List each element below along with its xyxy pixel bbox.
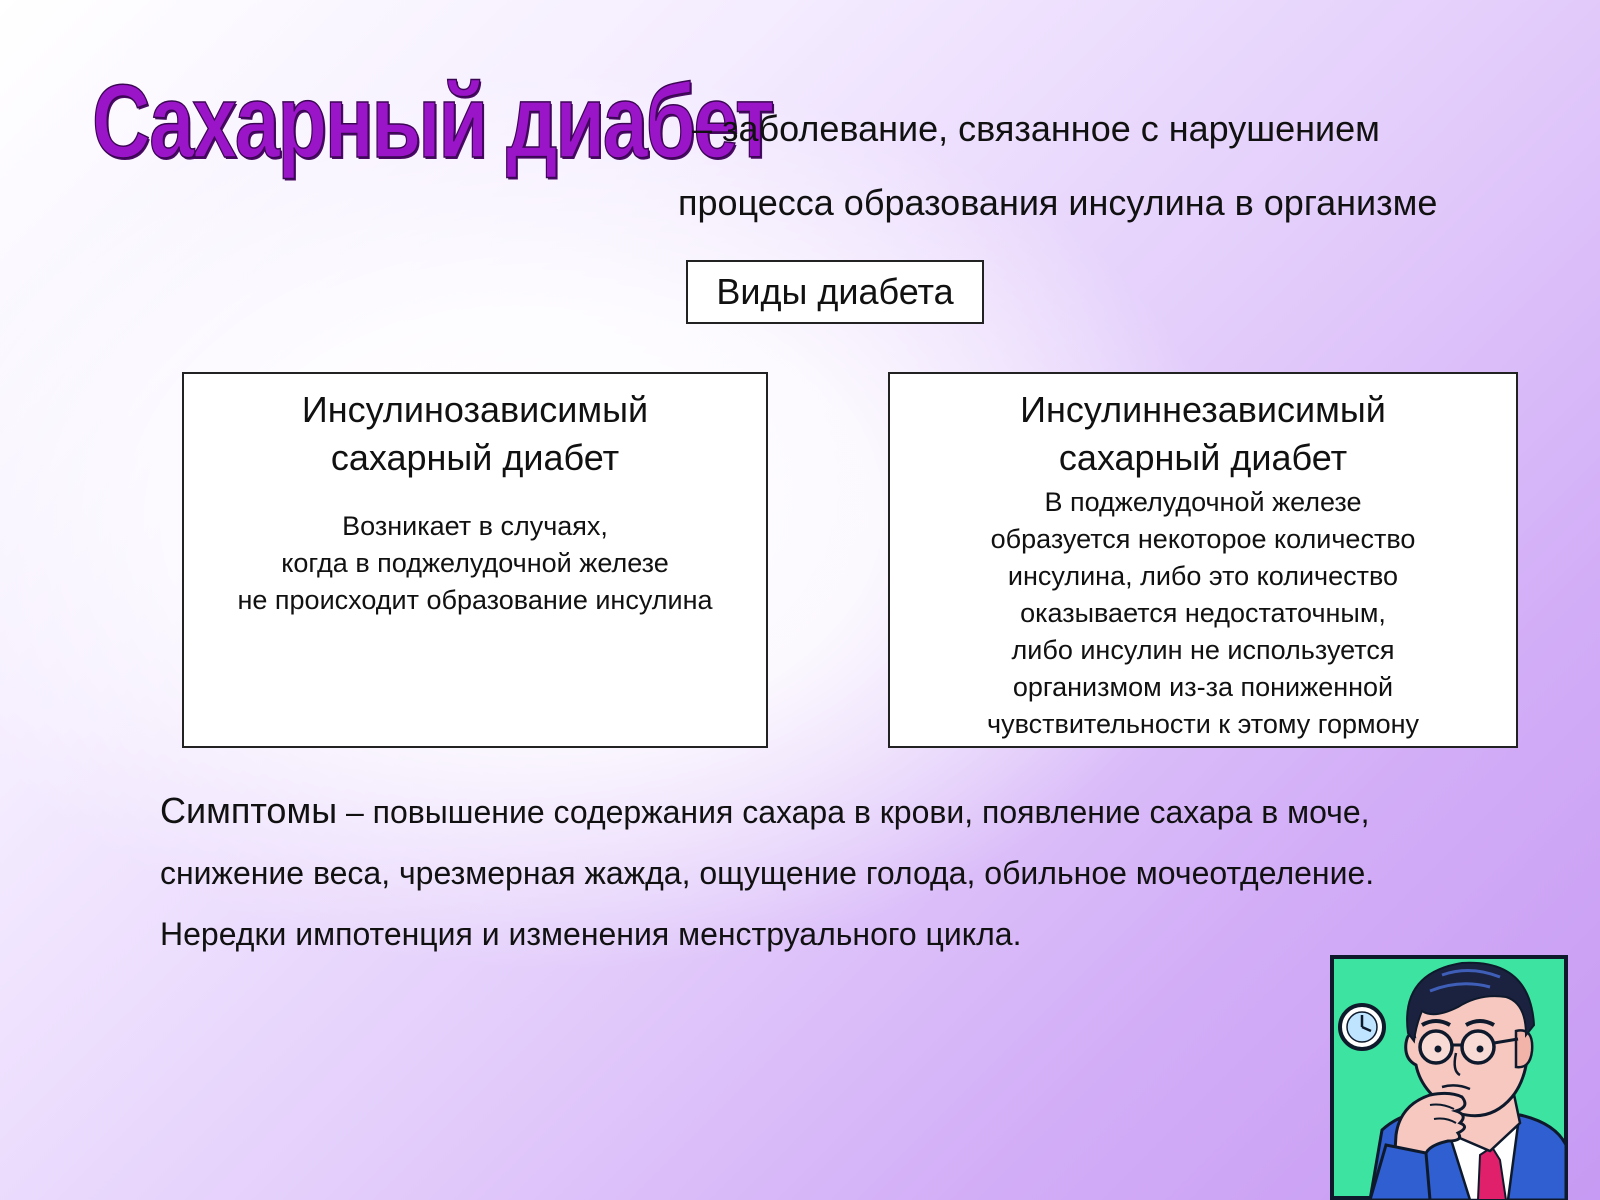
type-description-line: инсулина, либо это количество [1007, 561, 1399, 591]
type-title-line: Инсулинозависимый [301, 389, 649, 430]
clock-icon [1340, 1005, 1384, 1049]
type-description-line: когда в поджелудочной железе [281, 548, 669, 578]
type-title [184, 374, 766, 482]
type-description-line: образуется некоторое количество [990, 524, 1416, 554]
type-description-line: не происходит образование инсулина [237, 585, 713, 615]
type-description-line: организмом из-за пониженной [1012, 672, 1394, 702]
type-description-line: В поджелудочной железе [1044, 487, 1362, 517]
symptoms-label: Симптомы [160, 790, 338, 831]
types-heading: Виды диабета [716, 271, 954, 312]
type-description-line: Возникает в случаях, [342, 511, 608, 541]
type-description [184, 508, 766, 619]
symptoms-line-2: снижение веса, чрезмерная жажда, ощущение голода, обильное мочеотделение. [160, 855, 1375, 891]
type-description [890, 484, 1516, 743]
symptoms-paragraph [160, 780, 1560, 965]
symptoms-text: – повышение содержания сахара в крови, появление сахара в моче, [337, 794, 1370, 830]
definition-line-2: процесса образования инсулина в организме [678, 182, 1438, 223]
type-box-insulin-dependent [182, 372, 768, 748]
definition-line-1: – заболевание, связанное с нарушением [692, 108, 1380, 149]
type-title [890, 374, 1516, 482]
type-box-insulin-independent [888, 372, 1518, 748]
type-title-line: сахарный диабет [1058, 437, 1348, 478]
type-title-line: Инсулиннезависимый [1020, 389, 1386, 430]
symptoms-line-3: Нередки импотенция и изменения менструального цикла. [160, 916, 1022, 952]
type-description-line: либо инсулин не используется [1011, 635, 1395, 665]
symptoms-line-1 [160, 780, 1560, 843]
type-description-line: чувствительности к этому гормону [987, 709, 1419, 739]
type-title-line: сахарный диабет [330, 437, 620, 478]
thinking-man-clock-clipart [1330, 955, 1568, 1200]
type-description-line: оказывается недостаточным, [1020, 598, 1386, 628]
types-heading-box [686, 260, 984, 324]
slide-title: Сахарный диабет [92, 64, 773, 180]
